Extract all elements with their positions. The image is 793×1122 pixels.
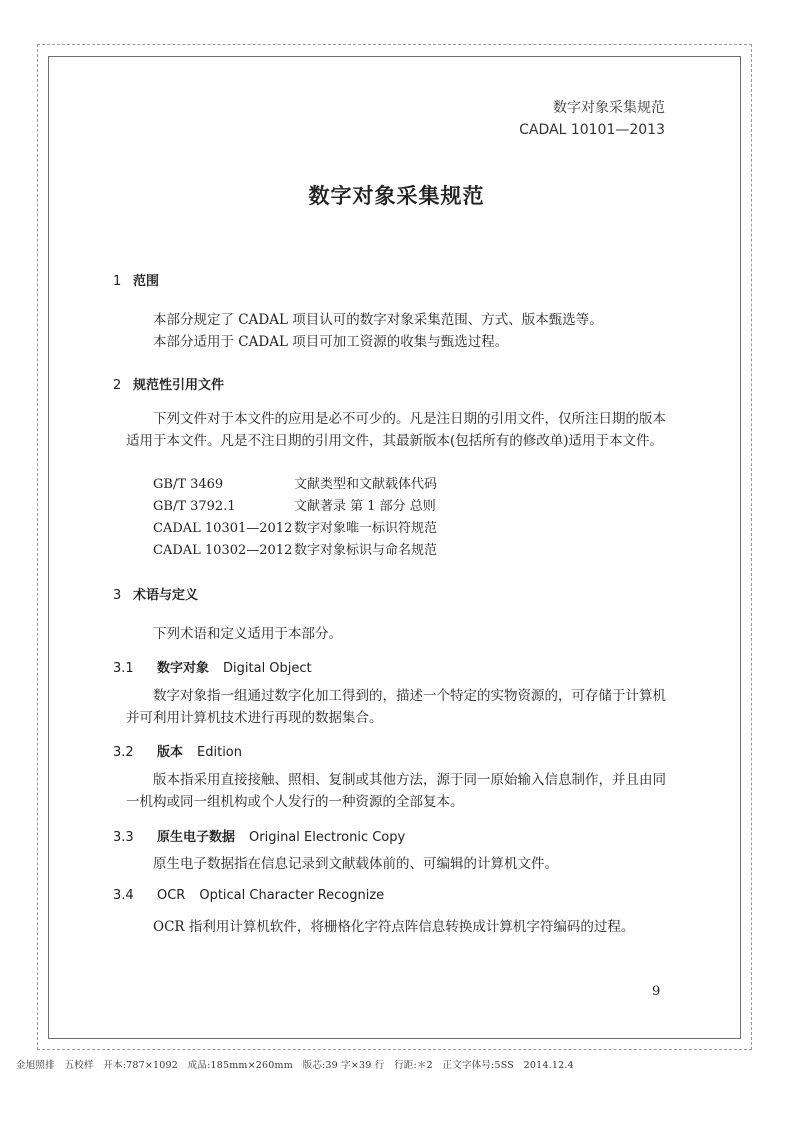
reference-name: 文献著录 第 1 部分 总则 [294,499,436,514]
term-chinese: OCR [157,888,186,903]
reference-code: CADAL 10301—2012 [153,521,293,536]
section-3-intro: 下列术语和定义适用于本部分。 [153,626,342,642]
document-title: 数字对象采集规范 [308,184,485,208]
term-3-1-definition: 数字对象指一组通过数字化加工得到的，描述一个特定的实物资源的，可存储于计算机并可利用计算机技术进行再现的数据集合。 [126,688,666,726]
term-3-4-heading [113,888,384,903]
reference-row [153,518,437,540]
term-english: Digital Object [223,661,312,676]
section-2-heading [113,374,224,393]
term-chinese: 原生电子数据 [157,830,236,845]
page-number: 9 [652,984,661,999]
reference-row [153,496,437,518]
term-english: Edition [197,745,242,760]
reference-name: 数字对象标识与命名规范 [294,543,438,558]
running-header [519,97,665,141]
reference-code: GB/T 3792.1 [153,499,236,514]
section-1-para-2: 本部分适用于 CADAL 项目可加工资源的收集与甄选过程。 [153,334,509,350]
term-3-2-heading [113,741,242,760]
section-3-number: 3 [113,588,122,603]
normative-reference-list [153,474,437,562]
reference-name: 文献类型和文献载体代码 [294,477,438,492]
typesetting-footer: 金旭照排 五校样 开本:787×1092 成品:185mm×260mm 版芯:39 字×39 行 行距:＊2 正文字体号:5SS 2014.12.4 [16,1060,574,1071]
section-1-title: 范围 [133,274,160,289]
section-1-para-1: 本部分规定了 CADAL 项目认可的数字对象采集范围、方式、版本甄选等。 [153,312,603,328]
term-3-2-definition: 版本指采用直接接触、照相、复制或其他方法，源于同一原始输入信息制作，并且由同一机构或同一组机构或个人发行的一种资源的全部复本。 [126,772,666,810]
header-code: CADAL 10101—2013 [519,122,665,138]
term-3-3-heading [113,826,405,845]
section-3-title: 术语与定义 [133,588,199,603]
term-number: 3.3 [113,830,134,845]
header-title: 数字对象采集规范 [553,100,665,116]
section-3-heading [113,584,198,603]
term-number: 3.2 [113,745,134,760]
term-number: 3.4 [113,888,134,903]
term-english: Original Electronic Copy [249,830,406,845]
section-2-title: 规范性引用文件 [133,378,225,393]
term-3-3-definition: 原生电子数据指在信息记录到文献载体前的、可编辑的计算机文件。 [153,856,558,872]
section-2-intro: 下列文件对于本文件的应用是必不可少的。凡是注日期的引用文件，仅所注日期的版本适用于本文件。凡是不注日期的引用文件，其最新版本(包括所有的修改单)适用于本文件。 [126,411,666,449]
term-english: Optical Character Recognize [199,888,385,903]
term-chinese: 版本 [157,745,184,760]
section-1-number: 1 [113,274,122,289]
reference-row [153,540,437,562]
reference-code: GB/T 3469 [153,477,224,492]
term-3-4-definition: OCR 指利用计算机软件，将栅格化字符点阵信息转换成计算机字符编码的过程。 [153,919,635,935]
term-chinese: 数字对象 [157,661,210,676]
term-3-1-heading [113,657,312,676]
reference-name: 数字对象唯一标识符规范 [294,521,438,536]
term-number: 3.1 [113,661,134,676]
section-2-number: 2 [113,378,122,393]
reference-row [153,474,437,496]
reference-code: CADAL 10302—2012 [153,543,293,558]
section-1-heading [113,270,159,289]
